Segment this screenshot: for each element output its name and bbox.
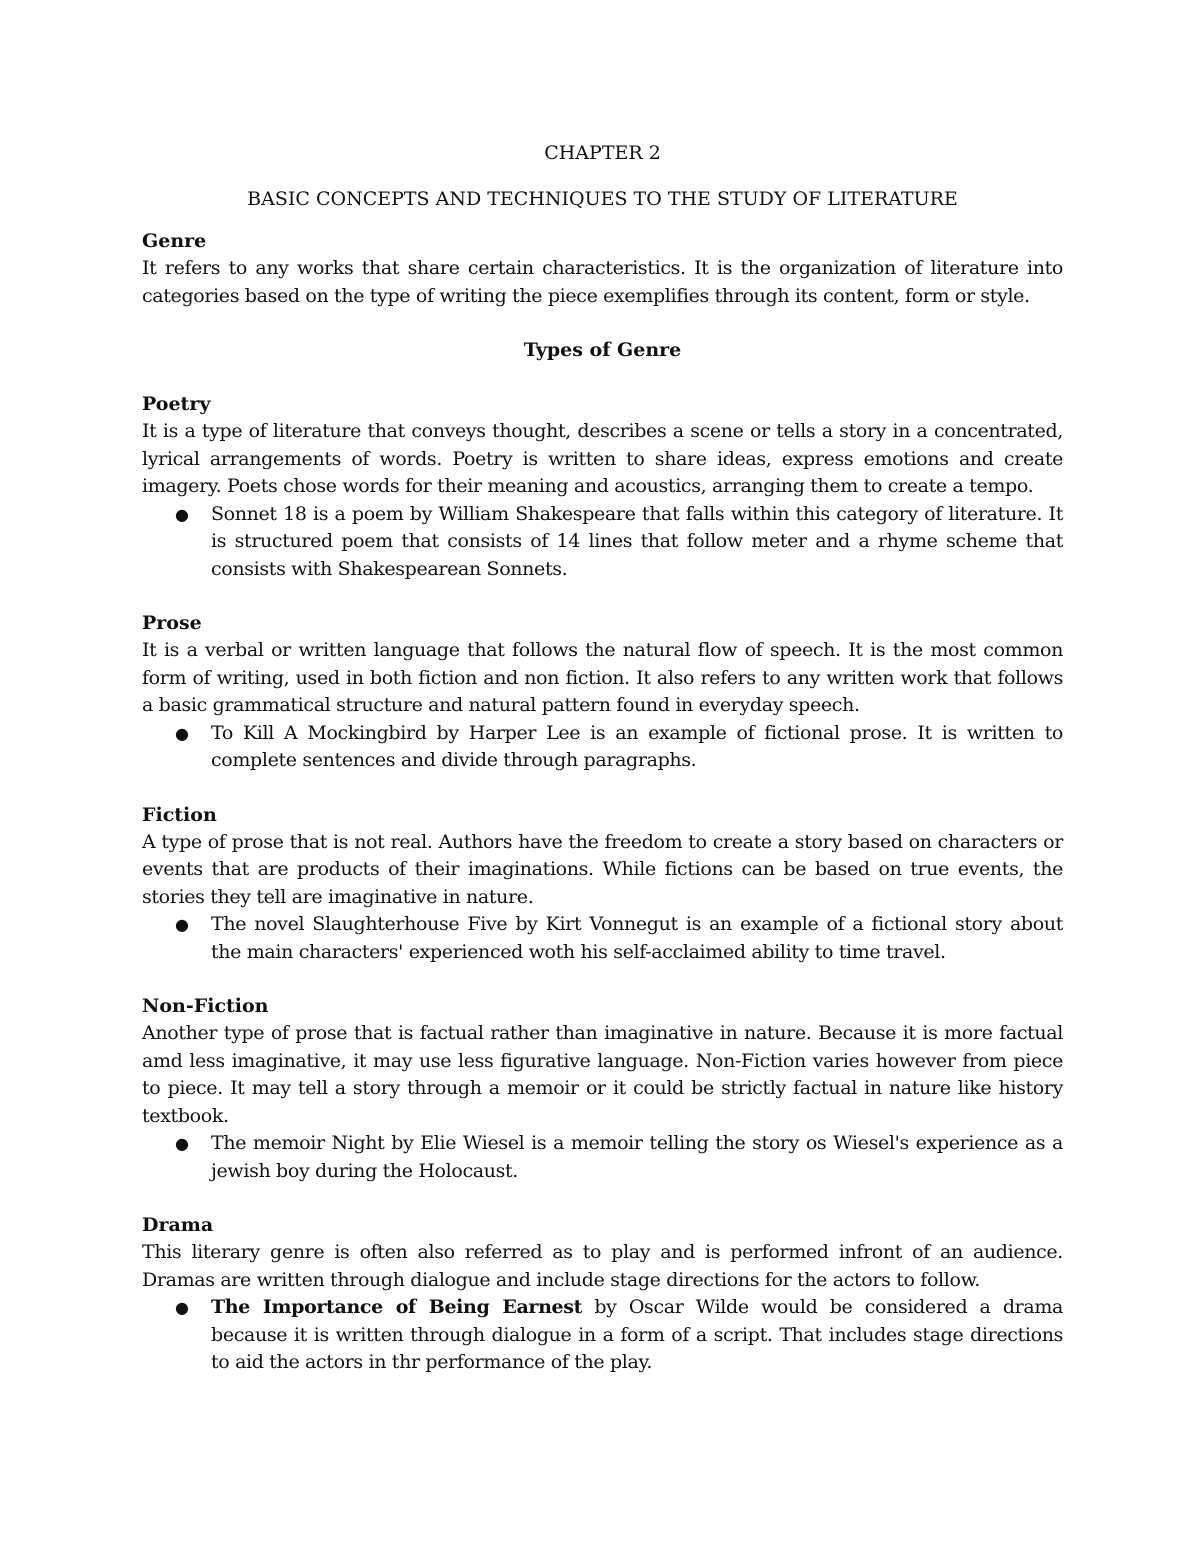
genre-heading: Genre bbox=[142, 230, 207, 252]
types-of-genre-heading: Types of Genre bbox=[523, 339, 682, 361]
play-title: The Importance of Being Earnest bbox=[211, 1296, 583, 1318]
drama-section bbox=[142, 1212, 1063, 1377]
section-heading: Poetry bbox=[142, 393, 211, 415]
bullet-list bbox=[142, 501, 1063, 584]
list-item bbox=[175, 501, 1063, 584]
list-item bbox=[175, 1294, 1063, 1377]
bullet-list bbox=[142, 1130, 1063, 1185]
list-item bbox=[175, 911, 1063, 966]
document-page bbox=[142, 140, 1063, 1377]
bullet-list bbox=[142, 720, 1063, 775]
section-heading: Drama bbox=[142, 1214, 214, 1236]
section-heading: Non-Fiction bbox=[142, 995, 269, 1017]
bullet-text: To Kill A Mockingbird by Harper Lee is an example of fictional prose. It is written to complete sentences and divide through paragraphs. bbox=[211, 721, 1063, 771]
bullet-list bbox=[142, 1294, 1063, 1377]
bullet-icon: ● bbox=[175, 504, 189, 524]
bullet-icon: ● bbox=[175, 723, 189, 743]
list-item bbox=[175, 1130, 1063, 1185]
bullet-icon: ● bbox=[175, 1298, 189, 1317]
prose-section bbox=[142, 610, 1063, 775]
non-fiction-section bbox=[142, 993, 1063, 1185]
section-text: It is a verbal or written language that follows the natural flow of speech. It is the most common form of writing, used in both fiction and non fiction. It also refers to any written work that follows a basic grammatical structure and natural pattern found in everyday speech. bbox=[142, 639, 1063, 716]
genre-section bbox=[142, 228, 1063, 310]
poetry-section bbox=[142, 391, 1063, 583]
fiction-section bbox=[142, 802, 1063, 967]
bullet-icon: ● bbox=[175, 915, 189, 934]
bullet-text: The memoir Night by Elie Wiesel is a memoir telling the story os Wiesel's experience as a jewish boy during the Holocaust. bbox=[211, 1132, 1063, 1182]
genre-text: It refers to any works that share certain characteristics. It is the organization of literature into categories based on the type of writing the piece exemplifies through its content, form or style. bbox=[142, 257, 1063, 307]
bullet-text: The novel Slaughterhouse Five by Kirt Vonnegut is an example of a fictional story about the main characters' experienced woth his self-acclaimed ability to time travel. bbox=[211, 913, 1063, 963]
section-text: This literary genre is often also referred as to play and is performed infront of an audience. Dramas are written through dialogue and include stage directions for the actors to follow. bbox=[142, 1241, 1063, 1291]
list-item bbox=[175, 720, 1063, 775]
bullet-text: by Oscar Wilde would be considered a drama because it is written through dialogue in a form of a script. That includes stage directions to aid the actors in thr performance of the play. bbox=[211, 1296, 1063, 1373]
document-title: BASIC CONCEPTS AND TECHNIQUES TO THE STUDY OF LITERATURE bbox=[247, 188, 958, 210]
chapter-label: CHAPTER 2 bbox=[544, 142, 661, 164]
bullet-text: Sonnet 18 is a poem by William Shakespeare that falls within this category of literature. It is structured poem that consists of 14 lines that follow meter and a rhyme scheme that consists with Shakespearean Sonnets. bbox=[211, 502, 1063, 580]
section-heading: Prose bbox=[142, 612, 202, 634]
section-text: A type of prose that is not real. Authors have the freedom to create a story based on characters or events that are products of their imaginations. While fictions can be based on true events, the stories they tell are imaginative in nature. bbox=[142, 830, 1063, 908]
section-text: Another type of prose that is factual rather than imaginative in nature. Because it is more factual amd less imaginative, it may use less figurative language. Non-Fiction varies however from piece to piece. It may tell a story through a memoir or it could be strictly factual in nature like history textbook. bbox=[142, 1022, 1063, 1127]
bullet-list bbox=[142, 911, 1063, 966]
bullet-icon: ● bbox=[175, 1134, 189, 1153]
section-heading: Fiction bbox=[142, 803, 217, 826]
section-text: It is a type of literature that conveys thought, describes a scene or tells a story in a concentrated, lyrical arrangements of words. Poetry is written to share ideas, express emotions and create imagery. Poets chose words for their meaning and acoustics, arranging them to create a tempo. bbox=[142, 420, 1063, 497]
